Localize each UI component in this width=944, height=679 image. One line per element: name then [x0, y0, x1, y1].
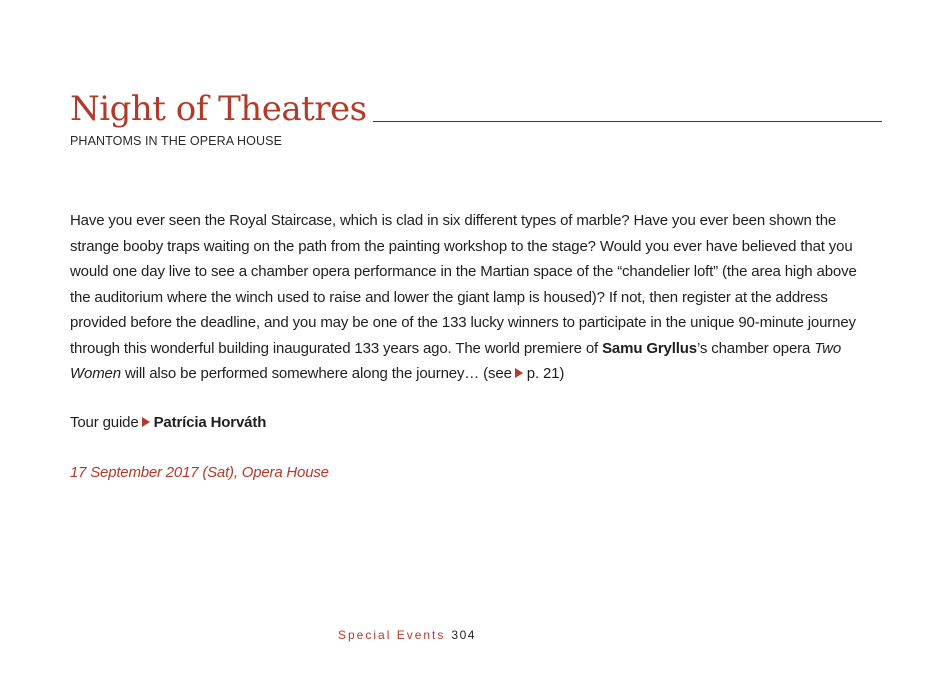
- page-reference: p. 21): [526, 365, 565, 382]
- page-subtitle: PHANTOMS IN THE OPERA HOUSE: [70, 134, 283, 148]
- composer-name: Samu Gryllus: [602, 339, 697, 357]
- page-title: Night of Theatres: [70, 89, 367, 129]
- title-row: [70, 88, 882, 130]
- triangle-right-icon: [142, 417, 150, 427]
- tour-guide-line: [70, 410, 266, 435]
- work-title: Two Women: [70, 339, 842, 382]
- page-number: 304: [451, 628, 476, 642]
- title-rule: [373, 121, 882, 122]
- triangle-right-icon: [515, 368, 523, 378]
- body-text-part3: will also be performed somewhere along the journey… (see: [120, 365, 512, 382]
- tour-guide-label: Tour guide: [70, 414, 139, 431]
- body-text-part1: Have you ever seen the Royal Staircase, which is clad in six different types of marble? Have you ever been shown the strange booby traps waiting on the path from the painting workshop to the stage? Would you ever have believed that you would one day live to see a chamber opera performance in the Martian space of the “chandelier loft” (the area high above the auditorium where the winch used to raise and lower the giant lamp is housed)? If not, then register at the address provided before the deadline, and you may be one of the 133 lucky winners to participate in the unique 90-minute journey through this wonderful building inaugurated 133 years ago. The world premiere of: [70, 212, 857, 357]
- footer-section-name: Special Events: [338, 628, 446, 642]
- footer: [338, 626, 476, 644]
- body-text-part2: ’s chamber opera: [696, 339, 815, 357]
- tour-guide-name: Patrícia Horváth: [153, 414, 267, 431]
- body-paragraph: [70, 208, 870, 387]
- event-date: 17 September 2017 (Sat), Opera House: [70, 464, 329, 481]
- header: [70, 88, 882, 148]
